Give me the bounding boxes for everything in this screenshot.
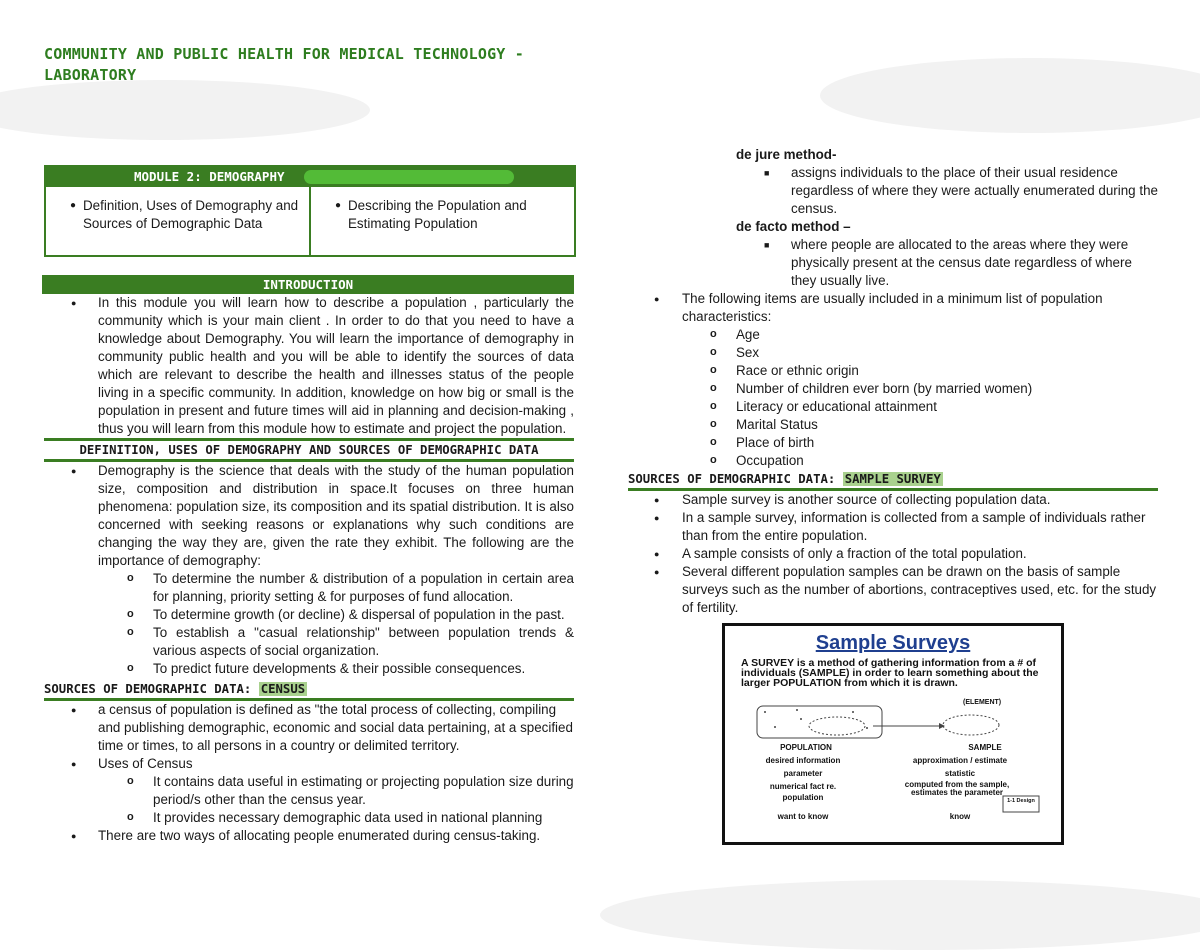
figure-right-row: computed from the sample, estimates the parameter bbox=[904, 780, 1010, 797]
survey-point: ● Sample survey is another source of collecting population data. bbox=[628, 491, 1158, 509]
highlight-mark bbox=[304, 170, 514, 184]
module-topic: Definition, Uses of Demography and Sources of Demographic Data bbox=[83, 198, 299, 231]
survey-heading bbox=[628, 470, 1158, 491]
bullet-icon: ● bbox=[70, 200, 77, 211]
population-point bbox=[774, 726, 776, 728]
module-heading: MODULE 2: DEMOGRAPHY bbox=[134, 169, 285, 184]
importance-item: o To determine the number & distribution of a population in certain area for planning, priority setting & for purposes of fund allocation. bbox=[44, 570, 574, 606]
sample-surveys-figure bbox=[722, 623, 1064, 845]
survey-point: ● Several different population samples can be drawn on the basis of sample surveys such as the number of abortions, contraceptives used, etc. for the study of fertility. bbox=[628, 563, 1158, 617]
background-shape bbox=[600, 880, 1200, 950]
module-header bbox=[46, 167, 574, 187]
figure-right-row: approximation / estimate bbox=[912, 756, 1008, 765]
background-shape bbox=[0, 80, 370, 140]
figure-right-row: statistic bbox=[944, 769, 976, 778]
survey-point: ● In a sample survey, information is collected from a sample of individuals rather than from the entire population. bbox=[628, 509, 1158, 545]
characteristic-item: o Number of children ever born (by married women) bbox=[628, 380, 1158, 398]
element-label: (ELEMENT) bbox=[963, 699, 1002, 706]
defacto-text: ■ where people are allocated to the areas where they were physically present at the census date regardless of where they usually live. bbox=[628, 236, 1158, 290]
population-label: POPULATION bbox=[780, 743, 832, 752]
module-topic: Describing the Population and Estimating Population bbox=[348, 198, 527, 231]
sample-subset-ellipse bbox=[809, 717, 865, 735]
document-title: COMMUNITY AND PUBLIC HEALTH FOR MEDICAL TECHNOLOGY - LABORATORY bbox=[44, 45, 524, 84]
characteristic-item: o Occupation bbox=[628, 452, 1158, 470]
importance-item: o To establish a "casual relationship" between population trends & various aspects of social organization. bbox=[44, 624, 574, 660]
defacto-label: de facto method – bbox=[736, 219, 851, 234]
dejure-label: de jure method- bbox=[736, 147, 837, 162]
figure-left-row: parameter bbox=[783, 769, 823, 778]
design-label: 1-1 Design bbox=[1007, 798, 1035, 804]
census-use-item: o It contains data useful in estimating or projecting population size during period/s other than the census year. bbox=[44, 773, 574, 809]
sampling-arrowhead bbox=[939, 723, 945, 729]
sample-label: SAMPLE bbox=[968, 743, 1002, 752]
figure-description: A SURVEY is a method of gathering information from a # of individuals (SAMPLE) in order to learn something about the larger POPULATION from which it is drawn. bbox=[741, 657, 1039, 689]
module-box bbox=[44, 165, 576, 257]
characteristic-item: o Race or ethnic origin bbox=[628, 362, 1158, 380]
importance-item: o To determine growth (or decline) & dispersal of population in the past. bbox=[44, 606, 574, 624]
census-use-item: o It provides necessary demographic data used in national planning bbox=[44, 809, 574, 827]
population-point bbox=[796, 709, 798, 711]
census-ways: ● There are two ways of allocating people enumerated during census-taking. bbox=[44, 827, 574, 845]
characteristics-intro: ● The following items are usually included in a minimum list of population characteristics: bbox=[628, 290, 1158, 326]
population-point bbox=[764, 711, 766, 713]
census-heading bbox=[44, 680, 574, 701]
module-topic-cell bbox=[309, 187, 574, 255]
right-column bbox=[628, 146, 1158, 617]
figure-title: Sample Surveys bbox=[815, 632, 971, 654]
introduction-heading: INTRODUCTION bbox=[42, 275, 574, 294]
survey-heading-highlight: SAMPLE SURVEY bbox=[844, 472, 941, 486]
characteristic-item: o Age bbox=[628, 326, 1158, 344]
characteristic-item: o Literacy or educational attainment bbox=[628, 398, 1158, 416]
census-heading-highlight: CENSUS bbox=[260, 682, 306, 696]
figure-right-row: know bbox=[949, 812, 971, 821]
definition-heading: DEFINITION, USES OF DEMOGRAPHY AND SOURCES OF DEMOGRAPHIC DATA bbox=[44, 438, 574, 462]
census-definition: ● a census of population is defined as "the total process of collecting, compiling and publishing demographic, economic and social data pertaining, at a specified time or times, to all persons in a country or delimited territory. bbox=[44, 701, 574, 755]
characteristic-item: o Marital Status bbox=[628, 416, 1158, 434]
figure-diagram bbox=[725, 626, 1061, 842]
sample-ellipse bbox=[943, 715, 999, 735]
figure-left-row: want to know bbox=[777, 812, 829, 821]
characteristic-item: o Sex bbox=[628, 344, 1158, 362]
census-heading-prefix: SOURCES OF DEMOGRAPHIC DATA: bbox=[44, 682, 259, 696]
population-point bbox=[866, 727, 868, 729]
module-topic-cell bbox=[46, 187, 309, 255]
introduction-paragraph: ● In this module you will learn how to describe a population , particularly the community which is your main client . In order to do that you need to have a knowledge about Demography. You will learn the importance of demography in community public health and you will be able to identify the sources of data which are relevant to describe the health and illnesses status of the people living in a specific community. In addition, knowledge on how big or small is the population in present and future times will aid in planning and decision-making , thus you will learn from this module how to estimate and project the population. bbox=[44, 294, 574, 438]
census-uses-label: ● Uses of Census bbox=[44, 755, 574, 773]
bullet-icon: ● bbox=[335, 200, 342, 211]
dejure-text: ■ assigns individuals to the place of their usual residence regardless of where they were actually enumerated during the census. bbox=[628, 164, 1158, 218]
population-point bbox=[852, 711, 854, 713]
demography-definition: ● Demography is the science that deals with the study of the human population size, composition and distribution in space.It focuses on three human phenomena: population size, its composition and its spatial distribution. It is also concerned with seeking reasons or explanations why such conditions are changing the way they are, given the rate they exhibit. The following are the importance of demography: bbox=[44, 462, 574, 570]
background-shape bbox=[820, 58, 1200, 133]
survey-point: ● A sample consists of only a fraction of the total population. bbox=[628, 545, 1158, 563]
survey-heading-prefix: SOURCES OF DEMOGRAPHIC DATA: bbox=[628, 472, 843, 486]
importance-item: o To predict future developments & their possible consequences. bbox=[44, 660, 574, 678]
figure-left-row: numerical fact re. population bbox=[769, 782, 837, 802]
figure-left-row: desired information bbox=[765, 756, 841, 765]
left-column bbox=[44, 165, 574, 845]
population-point bbox=[800, 718, 802, 720]
characteristic-item: o Place of birth bbox=[628, 434, 1158, 452]
